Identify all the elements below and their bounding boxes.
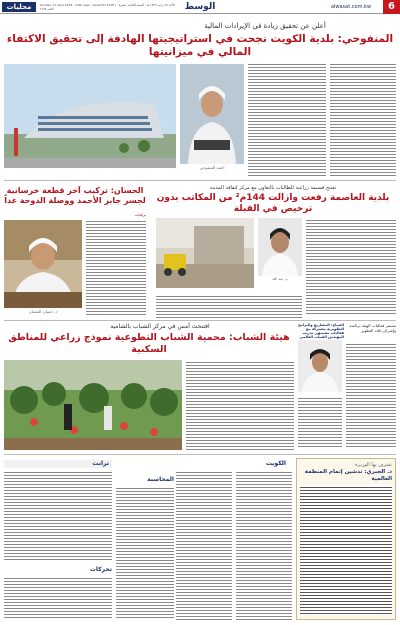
story1-portrait-photo (180, 64, 244, 164)
story4-kicker: افتتحت أمس في مركز الشباب بالشامية (110, 323, 210, 330)
story2-kicker: تفتتح قسيمة زراعية للطالبات بالتعاون مع مركز لثقافة المدينة (209, 185, 337, 191)
bottom-box (296, 458, 396, 620)
bottom-col4-body (4, 576, 112, 620)
divider (4, 180, 396, 181)
story4-side-kicker: تستمر فعاليات الهيئة برئاسة وإشراف قائد التطوير (349, 323, 396, 333)
story2-portrait-photo (258, 218, 302, 276)
bottom-col3-body (4, 470, 112, 562)
story3-photo-caption: د. حسان الحسان (28, 309, 58, 314)
divider (4, 320, 396, 321)
story4-garden-photo (4, 360, 182, 450)
story1-headline: المنفوحي: بلدية الكويت نجحت في استراتيجيتها الهادفة إلى تحقيق الاكتفاء المالي في ميزانيتها (6, 33, 394, 58)
bottom-box-headline: د. الجبري: تدشين إتمام المنظمة العالمية (304, 469, 392, 482)
story2-photo-caption: م. عبد الله (272, 277, 288, 281)
story4-body-col (186, 360, 294, 450)
bottom-col2-body (176, 470, 232, 620)
bottom-col1-title: الكويت (265, 460, 286, 467)
dateline: Sunday 11 April 2018 · 11th year · Issue No.2138 | الأحد ٢٥ رجب ١٤٣٩ هـ · السنة الحادية عشرة · العدد ٢١٣٨ (40, 3, 175, 11)
bottom-col2-title: المحاسبة (147, 476, 174, 483)
bottom-col1-body (236, 470, 292, 620)
story2-construction-photo (156, 218, 254, 288)
story4-side-portrait-photo (298, 340, 342, 392)
section-label: محليات (2, 2, 36, 12)
bottom-col2b-body (116, 486, 174, 620)
person-portrait-icon (298, 340, 342, 392)
story2-headline: بلدية العاصمة رفعت وأزالت 144م² من المكاتب بدون ترخيص في القبلة (156, 193, 390, 214)
bottom-box-body (300, 485, 392, 615)
story1-body-col-mid (248, 62, 326, 178)
bottom-col3-title: ترانت (4, 460, 112, 468)
story4-side-headline-text: الصباح: المشاريع والبرامج التطويرية مشتركة مع فعاليات مشتبهي تدريب المهندس الشباب العالمي (298, 323, 344, 339)
bottom-box-title: تشرف بها الوزيرة (355, 462, 392, 468)
person-portrait-icon (4, 220, 82, 308)
story2-body-col-mid (156, 294, 302, 318)
page-number: 6 (383, 0, 400, 14)
story3-headline: الحسان: تركيب آخر قطعة خرسانية لجسر جابر الأحمد ووصلة الدوحة غداً (4, 186, 146, 205)
story3-body-col-right (86, 219, 146, 317)
person-portrait-icon (180, 64, 244, 164)
story1-photo-caption: احمد المنفوحي (199, 165, 225, 170)
bottom-col4-title: تحركات (89, 566, 112, 573)
masthead (0, 0, 400, 14)
divider (4, 454, 396, 455)
story1-building-photo (4, 64, 176, 168)
website-url[interactable]: alwasat.com.kw (330, 4, 372, 10)
story1-body-col-right (330, 62, 396, 178)
story2-body-col-right (306, 218, 396, 316)
story3-portrait-photo (4, 220, 82, 308)
story4-side-body (346, 342, 396, 448)
story3-kicker: برقيات (134, 212, 146, 217)
story1-kicker: أعلن عن تحقيق زيادة في الإيرادات المالية (204, 22, 326, 30)
newspaper-logo: الوسط (184, 2, 216, 12)
story4-side-body-2 (298, 396, 342, 448)
person-portrait-icon (258, 218, 302, 276)
story4-headline: هيئة الشباب: محمية الشباب التطوعية نموذج زراعي للمناطق السكنية (8, 332, 290, 355)
